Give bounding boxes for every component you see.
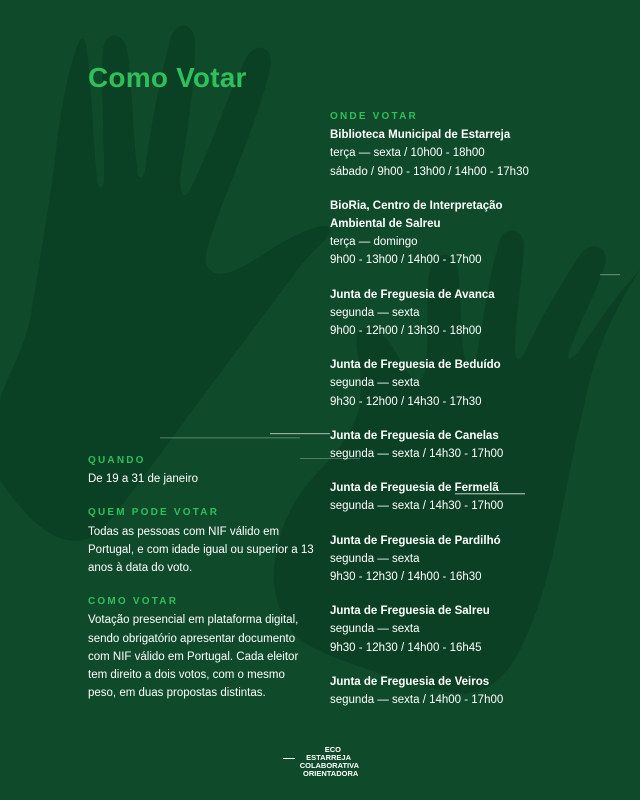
location-item [330,197,620,270]
logo-line: COLABORATIVA [299,761,359,770]
quando-line: De 19 a 31 de janeiro [88,473,198,486]
location-item [330,532,620,587]
location-hours: sábado / 9h00 - 13h00 / 14h00 - 17h30 [330,165,529,178]
voting-locations [330,108,620,709]
como-line: Votação presencial em plataforma digital, [88,614,299,627]
location-name: Junta de Freguesia de Canelas [330,429,499,442]
location-hours: 9h00 - 13h00 / 14h00 - 17h00 [330,254,482,267]
voting-info [88,452,318,718]
info-quem-pode-votar [88,504,318,577]
location-hours: terça — sexta / 10h00 - 18h00 [330,147,485,160]
como-line: tem direito a dois votos, com o mesmo [88,669,285,682]
quem-line: anos à data do voto. [88,562,193,575]
location-item [330,356,620,411]
locations-list [330,126,620,709]
location-hours: 9h30 - 12h30 / 14h00 - 16h30 [330,571,482,584]
como-line: com NIF válido em Portugal. Cada eleitor [88,650,299,663]
location-item [330,126,620,181]
location-hours: segunda — sexta / 14h00 - 17h00 [330,694,504,707]
location-name: Junta de Freguesia de Veiros [330,675,490,688]
page-title: Como Votar [88,62,247,93]
location-name: Junta de Freguesia de Beduído [330,359,501,372]
location-hours: 9h30 - 12h00 / 14h30 - 17h30 [330,395,482,408]
location-item [330,479,620,515]
location-hours: segunda — sexta / 14h30 - 17h00 [330,448,504,461]
quem-line: Portugal, e com idade igual ou superior a 13 [88,543,314,556]
logo-line: ESTARREJA [283,754,359,762]
location-hours: terça — domingo [330,236,418,249]
location-name: BioRia, Centro de Interpretação [330,199,503,212]
como-line: peso, em duas propostas distintas. [88,687,266,700]
location-name: Junta de Freguesia de Avanca [330,288,495,301]
como-line: sendo obrigatório apresentar documento [88,632,296,645]
location-hours: 9h30 - 12h30 / 14h00 - 16h45 [330,641,482,654]
info-como-votar [88,593,318,702]
section-label-quando: QUANDO [88,455,146,466]
location-hours: segunda — sexta [330,552,420,565]
location-hours: segunda — sexta [330,377,420,390]
logo-line: ECO [324,745,341,754]
location-hours: segunda — sexta [330,306,420,319]
location-name: Junta de Freguesia de Fermelã [330,482,499,495]
location-item [330,602,620,657]
info-quando [88,452,318,488]
location-hours: 9h00 - 12h00 / 13h30 - 18h00 [330,325,482,338]
location-hours: segunda — sexta [330,623,420,636]
eco-estarreja-logo [283,746,359,778]
location-name: Junta de Freguesia de Pardilhó [330,534,501,547]
location-name: Ambiental de Salreu [330,218,441,231]
location-name: Junta de Freguesia de Salreu [330,605,490,618]
section-label-como-votar: COMO VOTAR [88,596,179,608]
location-item [330,673,620,709]
location-name: Biblioteca Municipal de Estarreja [330,129,511,142]
location-item [330,286,620,341]
location-item [330,427,620,463]
section-label-onde-votar: ONDE VOTAR [330,111,418,122]
section-label-quem-pode-votar: QUEM PODE VOTAR [88,507,220,519]
quem-line: Todas as pessoas com NIF válido em [88,525,280,538]
location-hours: segunda — sexta / 14h30 - 17h00 [330,500,504,513]
logo-line: ORIENTADORA [303,769,359,778]
